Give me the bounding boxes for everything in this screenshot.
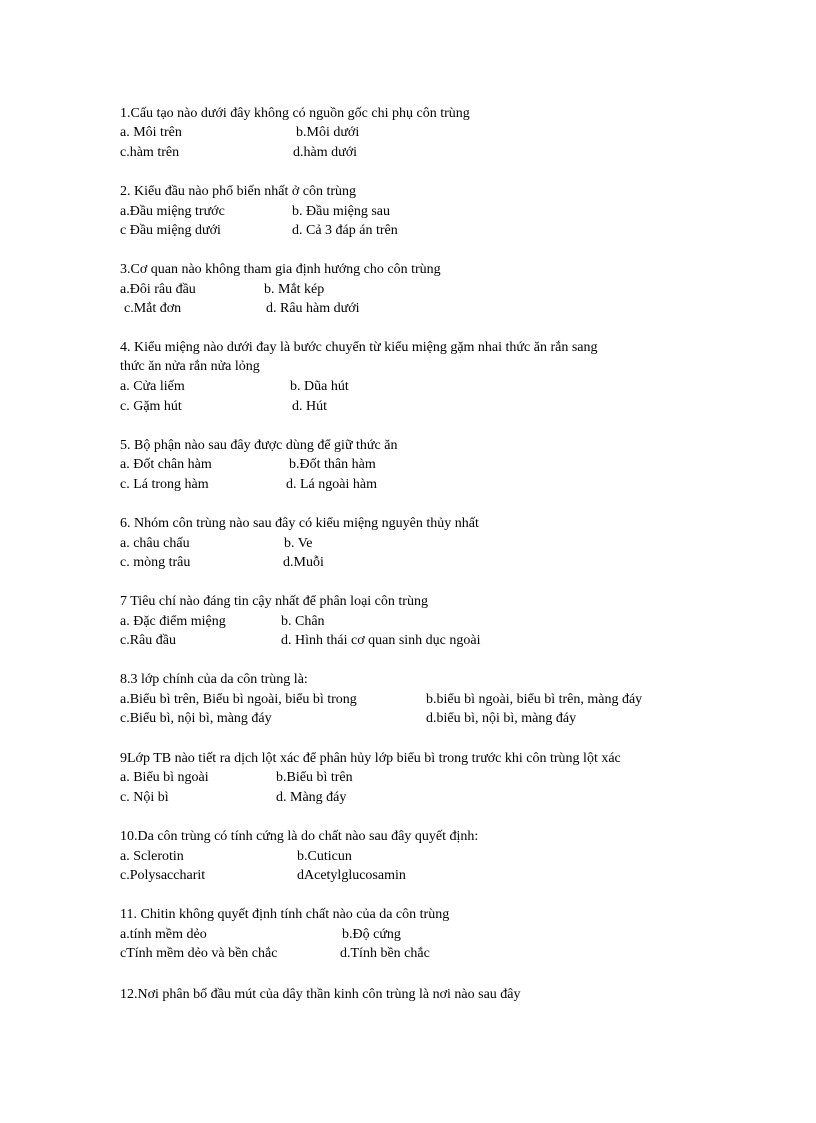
question-10-option-d: dAcetylglucosamin [297,868,406,883]
question-6-option-d: d.Muỗi [283,555,324,570]
question-1-option-c: c.hàm trên [120,145,180,160]
question-7-option-b: b. Chân [281,614,325,629]
question-1-option-d: d.hàm dưới [293,145,357,160]
question-3-option-c: c.Mắt đơn [124,301,182,316]
question-7-option-d: d. Hình thái cơ quan sinh dục ngoài [281,633,481,648]
question-2-option-a: a.Đầu miệng trước [120,204,225,219]
question-5-option-c: c. Lá trong hàm [120,477,209,492]
question-2-option-d: d. Cả 3 đáp án trên [292,223,398,238]
question-8-option-a: a.Biểu bì trên, Biểu bì ngoài, biểu bì trong [120,692,357,707]
question-6-option-a: a. châu chấu [120,536,190,551]
question-9-option-c: c. Nội bì [120,790,169,805]
question-5-option-b: b.Đốt thân hàm [289,457,376,472]
question-11-option-d: d.Tính bền chắc [340,946,430,961]
question-4-stem-continued: thức ăn nửa rắn nửa lỏng [120,359,260,374]
question-5-stem: 5. Bộ phận nào sau đây được dùng để giữ thức ăn [120,438,398,453]
question-3-stem: 3.Cơ quan nào không tham gia định hướng cho côn trùng [120,262,441,277]
question-6-stem: 6. Nhóm côn trùng nào sau đây có kiểu miệng nguyên thủy nhất [120,516,479,531]
question-3-option-a: a.Đôi râu đầu [120,282,196,297]
question-10-option-a: a. Sclerotin [120,849,184,864]
question-4-option-a: a. Cửa liếm [120,379,185,394]
question-1-stem: 1.Cấu tạo nào dưới đây không có nguồn gốc chi phụ côn trùng [120,106,470,121]
question-11-option-a: a.tính mềm dẻo [120,927,207,942]
question-2-option-b: b. Đầu miệng sau [292,204,390,219]
question-11-stem: 11. Chitin không quyết định tính chất nào của da côn trùng [120,907,450,922]
question-5-option-d: d. Lá ngoài hàm [286,477,377,492]
question-9-option-a: a. Biểu bì ngoài [120,770,209,785]
question-7-stem: 7 Tiêu chí nào đáng tin cậy nhất để phân loại côn trùng [120,594,428,609]
question-11-option-c: cTính mềm dẻo và bền chắc [120,946,278,961]
question-11-option-b: b.Độ cứng [342,927,401,942]
question-8-option-d: d.biểu bì, nội bì, màng đáy [426,711,577,726]
question-10-option-c: c.Polysaccharit [120,868,206,883]
question-9-stem: 9Lớp TB nào tiết ra dịch lột xác để phân hủy lớp biểu bì trong trước khi côn trùng lột xác [120,751,621,766]
question-12-stem: 12.Nơi phân bố đầu mút của dây thần kinh côn trùng là nơi nào sau đây [120,987,521,1002]
question-10-option-b: b.Cuticun [297,849,352,864]
question-7-option-c: c.Râu đầu [120,633,176,648]
question-6-option-b: b. Ve [284,536,313,551]
question-2-option-c: c Đầu miệng dưới [120,223,221,238]
question-3-option-d: d. Râu hàm dưới [266,301,360,316]
question-10-stem: 10.Da côn trùng có tính cứng là do chất nào sau đây quyết định: [120,829,479,844]
question-9-option-d: d. Màng đáy [276,790,347,805]
question-7-option-a: a. Đặc điểm miệng [120,614,226,629]
question-2-stem: 2. Kiểu đầu nào phổ biến nhất ở côn trùng [120,184,357,199]
question-4-stem: 4. Kiểu miệng nào dưới đay là bước chuyển từ kiểu miệng gặm nhai thức ăn rắn sang [120,340,598,355]
question-3-option-b: b. Mắt kép [264,282,325,297]
question-8-option-c: c.Biểu bì, nội bì, màng đáy [120,711,272,726]
question-6-option-c: c. mòng trâu [120,555,191,570]
question-4-option-d: d. Hút [292,399,327,414]
question-1-option-b: b.Môi dưới [296,125,360,140]
question-8-stem: 8.3 lớp chính của da côn trùng là: [120,672,308,687]
question-9-option-b: b.Biểu bì trên [276,770,353,785]
question-4-option-b: b. Dũa hút [290,379,349,394]
question-4-option-c: c. Gặm hút [120,399,182,414]
question-5-option-a: a. Đốt chân hàm [120,457,212,472]
question-8-option-b: b.biểu bì ngoài, biểu bì trên, màng đáy [426,692,643,707]
question-1-option-a: a. Môi trên [120,125,182,140]
